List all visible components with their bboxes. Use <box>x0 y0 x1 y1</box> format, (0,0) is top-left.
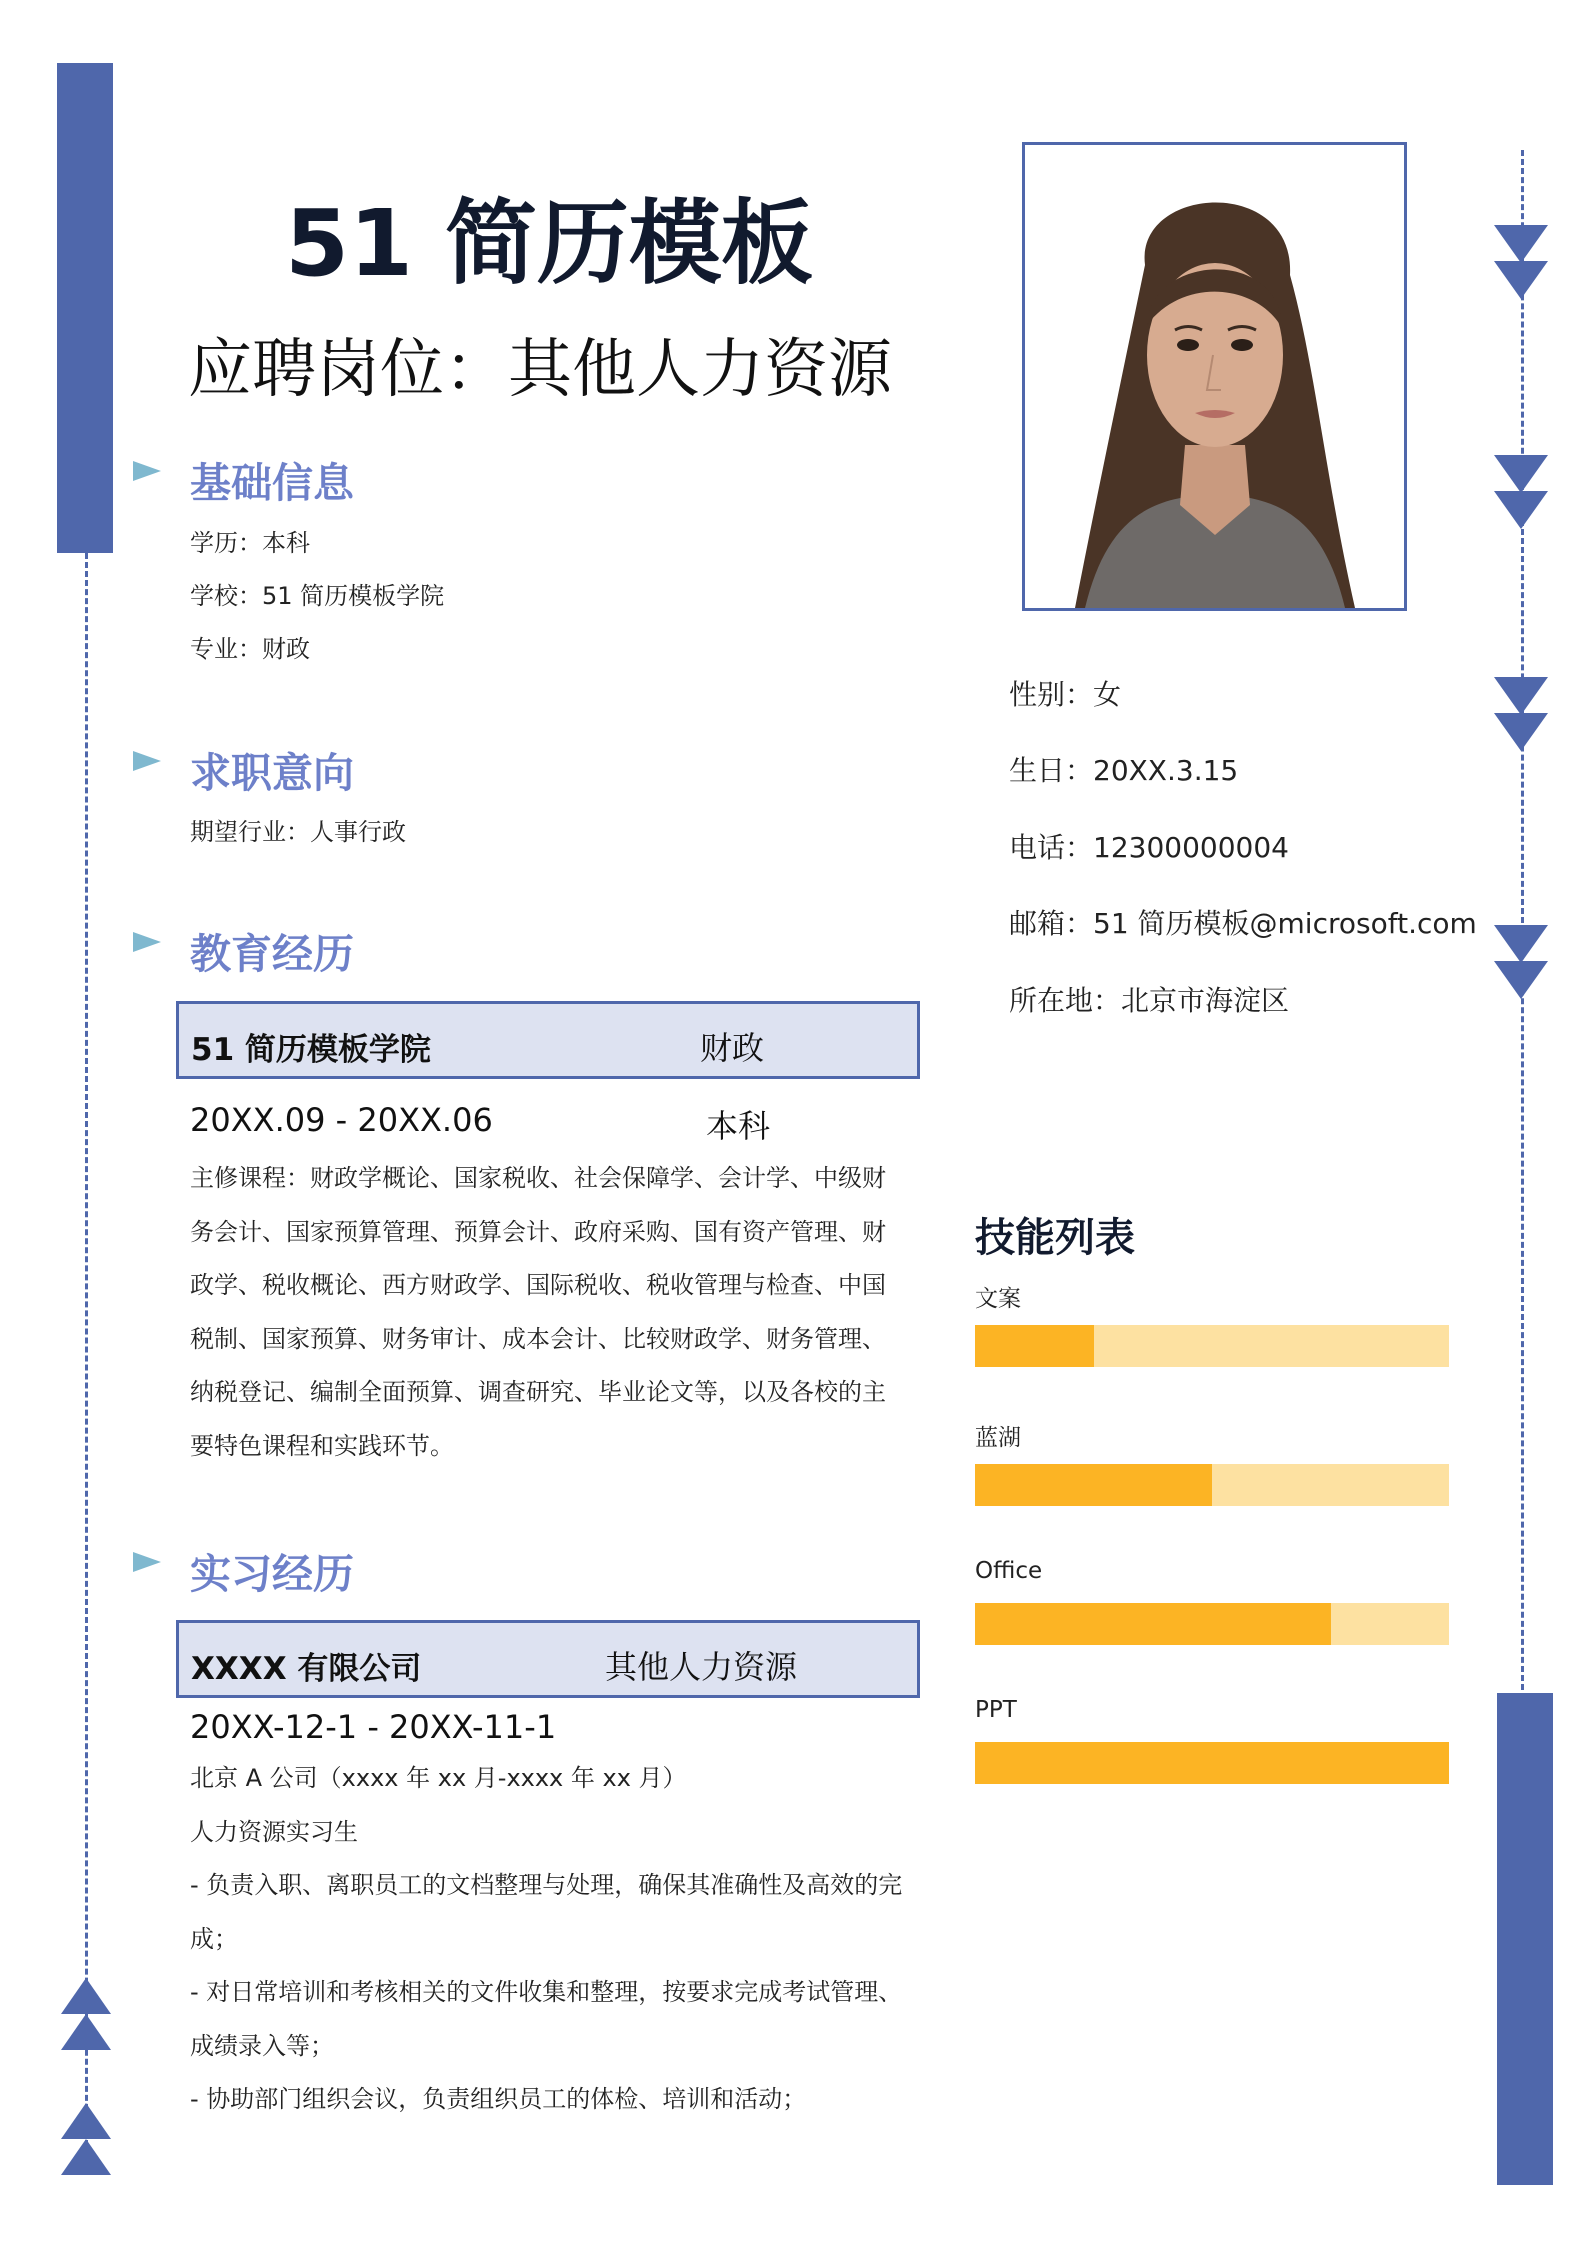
education-major: 财政 <box>700 1029 765 1067</box>
skill-bar-fill <box>975 1325 1094 1367</box>
education-degree: 本科 <box>706 1107 771 1145</box>
left-accent-bar <box>57 63 113 553</box>
skill-label: 蓝湖 <box>975 1425 1021 1451</box>
skill-bar-track <box>975 1742 1449 1784</box>
portrait-image <box>1025 145 1404 608</box>
right-triangle-1 <box>1494 225 1548 263</box>
left-triangle-3 <box>61 2103 111 2139</box>
skill-label: 文案 <box>975 1286 1021 1312</box>
section-heading-intent: 求职意向 <box>190 749 354 797</box>
internship-line: 人力资源实习生 <box>190 1817 358 1846</box>
section-arrow-icon <box>133 751 161 771</box>
section-arrow-icon <box>133 461 161 481</box>
right-dashed-line <box>1521 150 1524 1690</box>
right-triangle-7 <box>1494 925 1548 963</box>
internship-header-box <box>176 1620 920 1698</box>
right-triangle-3 <box>1494 455 1548 493</box>
internship-period: 20XX-12-1 - 20XX-11-1 <box>190 1708 557 1746</box>
basic-info-school: 学校：51 简历模板学院 <box>190 582 445 610</box>
personal-birthday: 生日：20XX.3.15 <box>1009 754 1239 787</box>
education-courses: 主修课程：财政学概论、国家税收、社会保障学、会计学、中级财务会计、国家预算管理、预算会计、政府采购、国有资产管理、财政学、税收概论、西方财政学、国际税收、税收管理与检查、中国税制、国家预算、财务审计、成本会计、比较财政学、财务管理、纳税登记、编制全面预算、调查研究、毕业论文等，以及各校的主要特色课程和实践环节。 <box>190 1164 886 1460</box>
profile-photo <box>1022 142 1407 611</box>
right-triangle-4 <box>1494 491 1548 529</box>
internship-company: XXXX 有限公司 <box>191 1651 422 1687</box>
section-heading-internship: 实习经历 <box>190 1550 354 1598</box>
personal-phone: 电话：12300000004 <box>1009 831 1289 864</box>
personal-gender: 性别：女 <box>1009 678 1122 711</box>
resume-title: 51 简历模板 <box>285 190 814 297</box>
right-triangle-5 <box>1494 677 1548 715</box>
skill-label: PPT <box>975 1697 1017 1723</box>
skill-bar-track <box>975 1464 1449 1506</box>
internship-line: 北京 A 公司（xxxx 年 xx 月-xxxx 年 xx 月） <box>190 1764 687 1792</box>
skill-bar-fill <box>975 1742 1449 1784</box>
intent-industry: 期望行业：人事行政 <box>190 818 406 846</box>
right-triangle-2 <box>1494 261 1548 299</box>
basic-info-major: 专业：财政 <box>190 635 310 663</box>
skills-heading: 技能列表 <box>975 1215 1135 1261</box>
left-triangle-1 <box>61 1978 111 2014</box>
personal-location: 所在地：北京市海淀区 <box>1009 984 1290 1017</box>
internship-details <box>190 1752 910 2127</box>
personal-email: 邮箱：51 简历模板@microsoft.com <box>1009 907 1477 940</box>
internship-line: - 对日常培训和考核相关的文件收集和整理，按要求完成考试管理、成绩录入等； <box>190 1978 903 2060</box>
left-triangle-2 <box>61 2014 111 2050</box>
skill-bar-track <box>975 1603 1449 1645</box>
right-triangle-8 <box>1494 961 1548 999</box>
left-dashed-line <box>85 553 88 2173</box>
basic-info-education: 学历：本科 <box>190 529 310 557</box>
skill-bar-track <box>975 1325 1449 1367</box>
section-heading-basic: 基础信息 <box>190 459 354 507</box>
right-accent-bar <box>1497 1693 1553 2185</box>
internship-line: - 负责入职、离职员工的文档整理与处理，确保其准确性及高效的完成； <box>190 1871 903 1953</box>
skill-label: Office <box>975 1558 1043 1584</box>
skill-bar-fill <box>975 1603 1331 1645</box>
job-position-title: 应聘岗位：其他人力资源 <box>188 333 892 407</box>
education-header-box <box>176 1001 920 1079</box>
section-arrow-icon <box>133 932 161 952</box>
right-triangle-6 <box>1494 713 1548 751</box>
internship-line: - 协助部门组织会议，负责组织员工的体检、培训和活动； <box>190 2085 807 2113</box>
education-school: 51 简历模板学院 <box>191 1032 431 1068</box>
internship-position: 其他人力资源 <box>605 1648 798 1686</box>
section-heading-education: 教育经历 <box>190 930 354 978</box>
skill-bar-fill <box>975 1464 1212 1506</box>
education-period: 20XX.09 - 20XX.06 <box>190 1101 493 1139</box>
left-triangle-4 <box>61 2139 111 2175</box>
section-arrow-icon <box>133 1552 161 1572</box>
